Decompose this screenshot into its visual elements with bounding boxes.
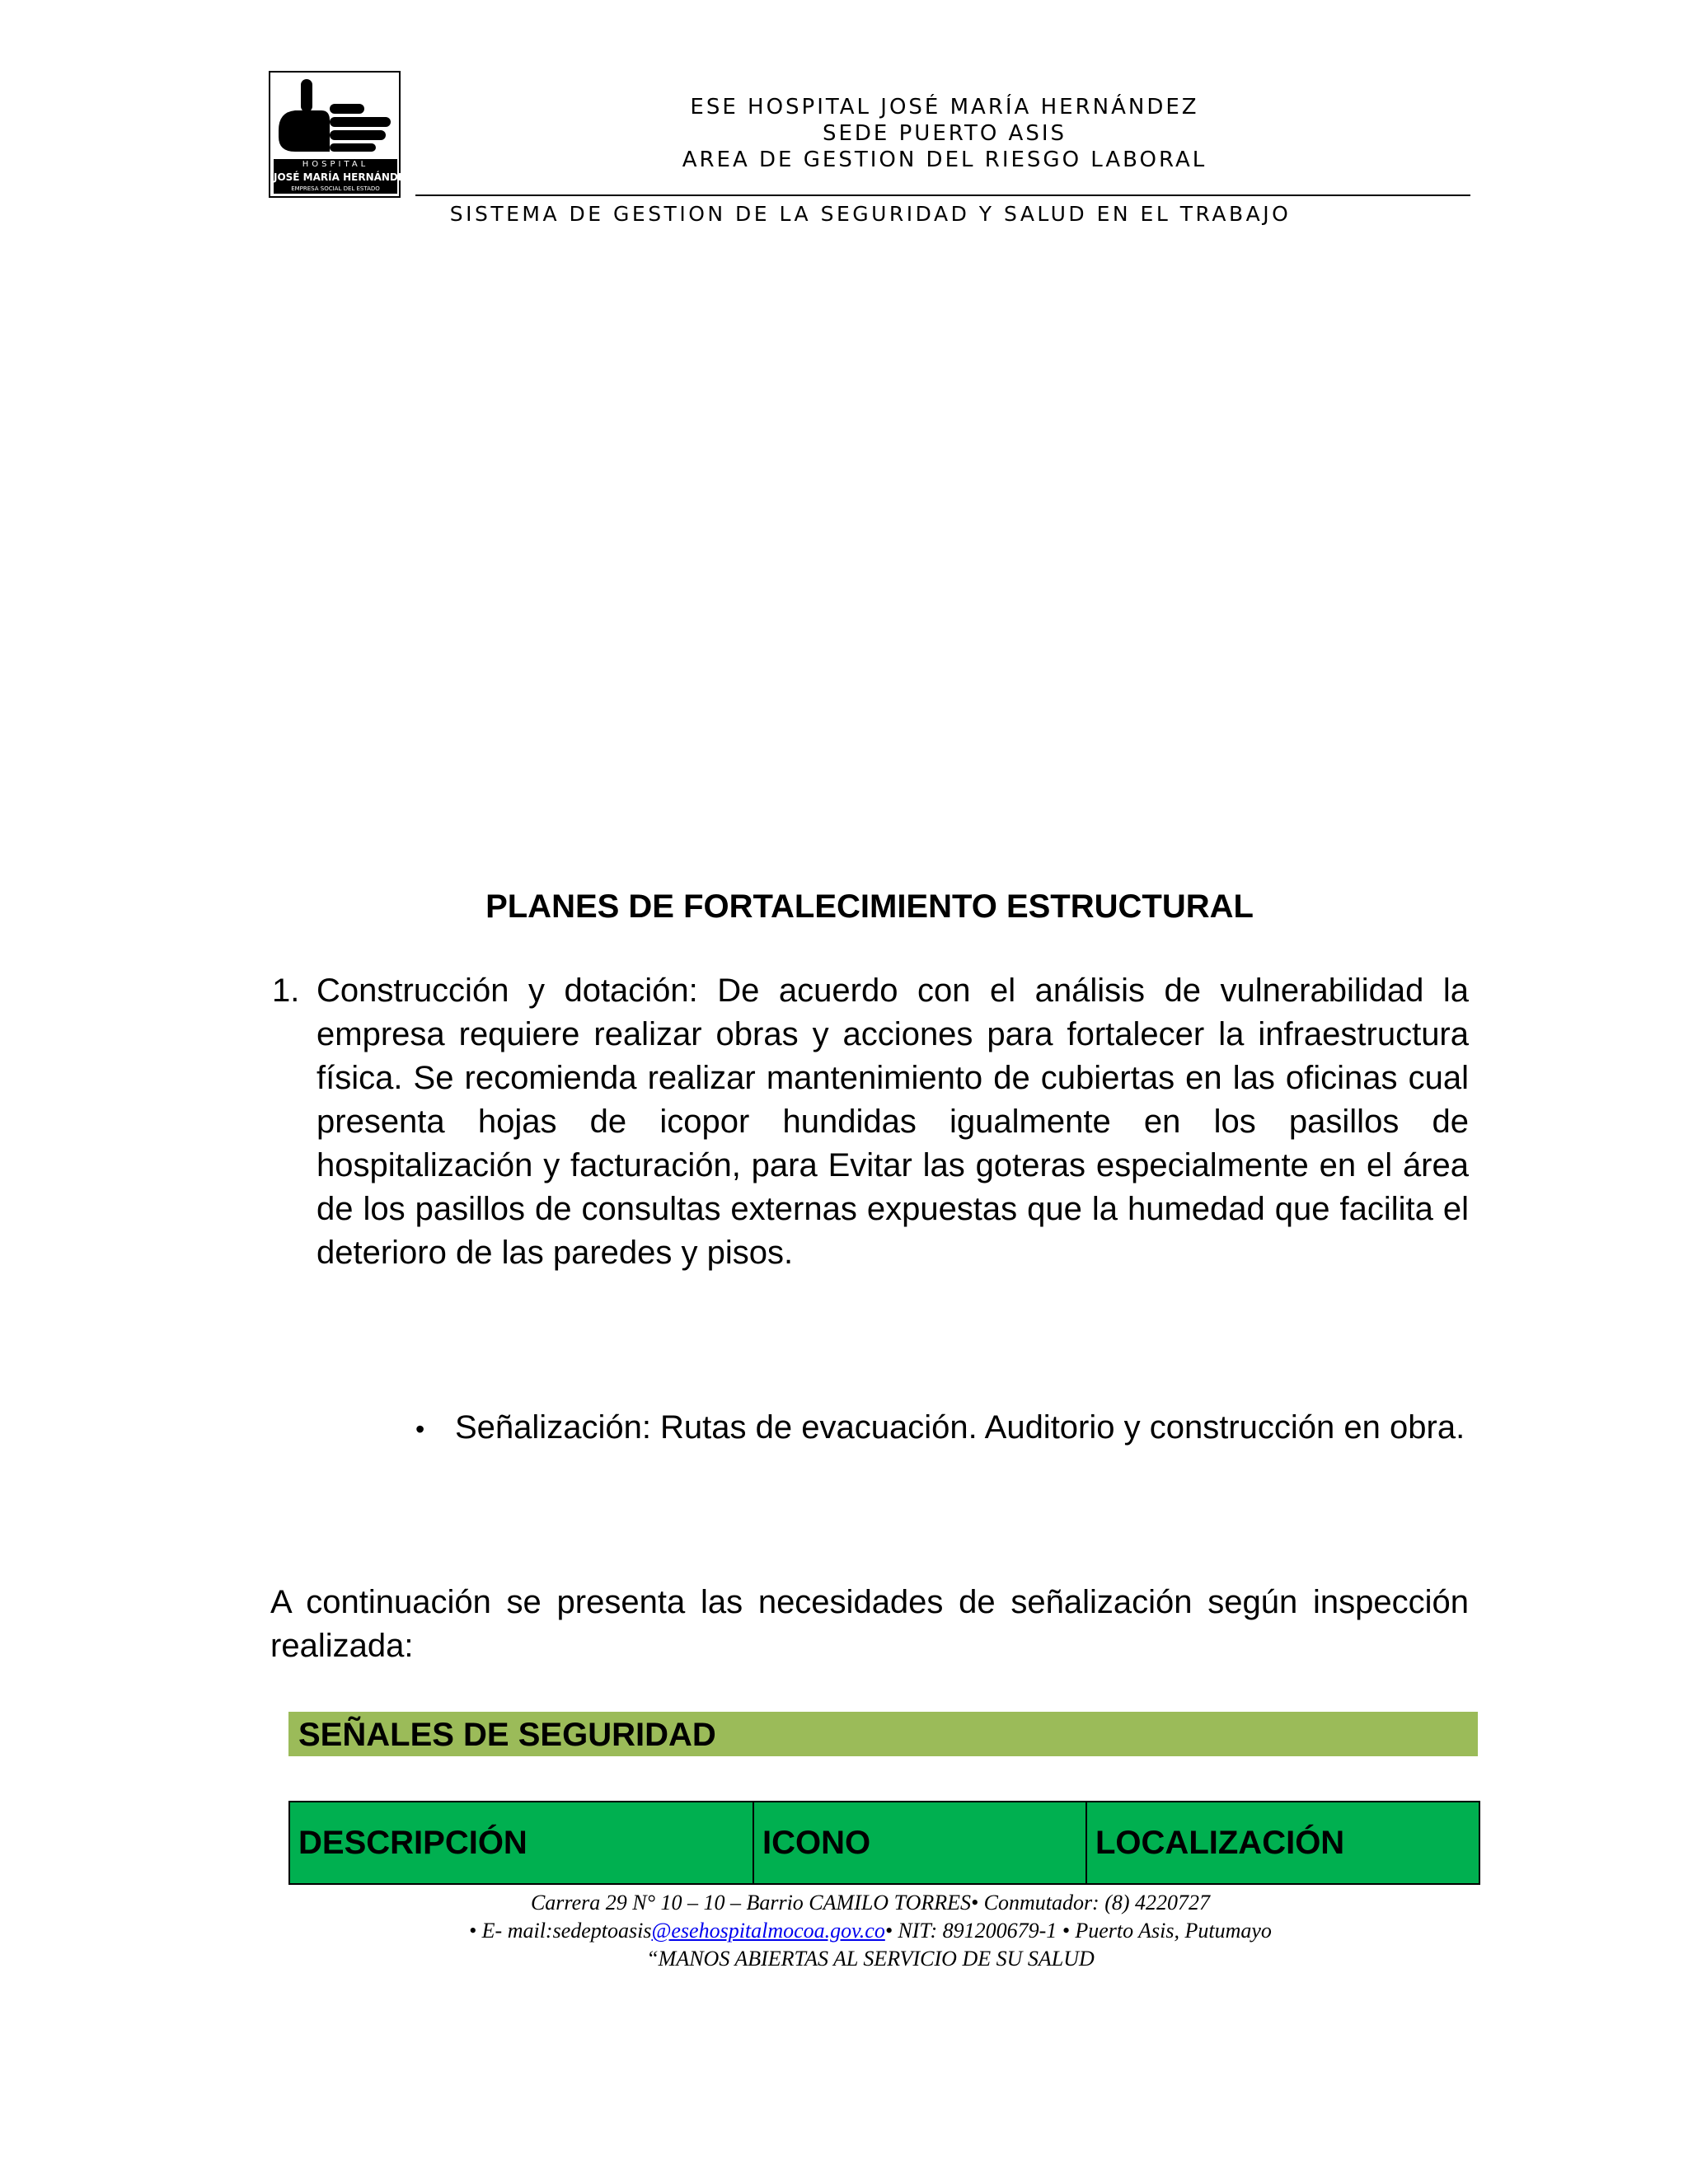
- logo-word: HOSPITAL: [274, 159, 397, 171]
- intro-paragraph: A continuación se presenta las necesidades de señalización según inspección realizada:: [270, 1584, 1469, 1664]
- logo-name: JOSÉ MARÍA HERNÁNDEZ: [274, 171, 412, 183]
- list-item-paragraph: Construcción y dotación: De acuerdo con el análisis de vulnerabilidad la empresa requiere realizar obras y acciones para fortalecer la infraestructura física. Se recomienda realizar mantenimiento de cubiertas en las oficinas cual presenta hojas de icopor hundidas igualmente en los pasillos de hospitalización y facturación, para Evitar las goteras especialmente en el área de los pasillos de consultas externas expuestas que la humedad que facilita el deterioro de las paredes y pisos.: [316, 972, 1469, 1271]
- header-hospital-name: ESE HOSPITAL JOSÉ MARÍA HERNÁNDEZ: [690, 95, 1199, 120]
- header-system-title: SISTEMA DE GESTION DE LA SEGURIDAD Y SALUD EN EL TRABAJO: [449, 202, 1292, 226]
- table-header-row: [289, 1802, 1479, 1884]
- open-hand-icon: [270, 73, 402, 158]
- column-header-description: DESCRIPCIÓN: [289, 1802, 753, 1884]
- footer-contact: [272, 1917, 1469, 1945]
- page-title: PLANES DE FORTALECIMIENTO ESTRUCTURAL: [485, 888, 1254, 925]
- header-area: AREA DE GESTION DEL RIESGO LABORAL: [682, 148, 1207, 172]
- logo-tagline: EMPRESA SOCIAL DEL ESTADO: [274, 184, 397, 194]
- email-link[interactable]: @esehospitalmocoa.gov.co: [651, 1919, 885, 1943]
- signals-section-bar: [288, 1712, 1478, 1756]
- header-site: SEDE PUERTO ASIS: [822, 121, 1067, 146]
- signals-section-title: SEÑALES DE SEGURIDAD: [298, 1717, 716, 1753]
- header-divider: [415, 194, 1470, 196]
- bullet-paragraph: Señalización: Rutas de evacuación. Auditorio y construcción en obra.: [455, 1409, 1465, 1446]
- footer-motto: “MANOS ABIERTAS AL SERVICIO DE SU SALUD: [646, 1947, 1095, 1971]
- list-item-number: 1.: [272, 972, 300, 1009]
- column-header-icon: ICONO: [753, 1802, 1086, 1884]
- footer-nit-location: • NIT: 891200679-1 • Puerto Asis, Putumayo: [884, 1919, 1272, 1943]
- column-header-location: LOCALIZACIÓN: [1086, 1802, 1479, 1884]
- signals-table: [288, 1801, 1480, 1885]
- footer-email-prefix: • E- mail:sedeptoasis: [469, 1919, 652, 1943]
- footer-address: Carrera 29 N° 10 – 10 – Barrio CAMILO TORRES• Conmutador: (8) 4220727: [530, 1891, 1211, 1915]
- hospital-logo: [269, 71, 412, 198]
- bullet-icon: •: [415, 1414, 425, 1444]
